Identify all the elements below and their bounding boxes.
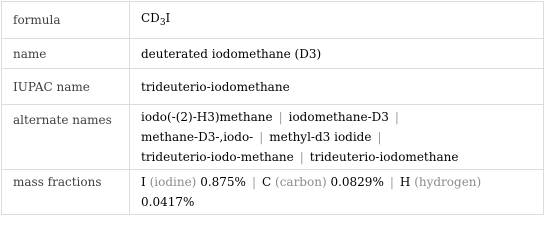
row-label-name: name [2, 39, 130, 69]
element-symbol: H [399, 175, 411, 189]
alternate-name: iodo(-(2)-H3)methane [141, 110, 273, 124]
alternate-name: trideuterio-iodomethane [309, 150, 459, 164]
separator: | [394, 110, 399, 124]
formula-suffix: I [165, 10, 171, 25]
formula-subscript: 3 [159, 17, 166, 28]
separator: | [389, 175, 394, 189]
separator: | [278, 110, 283, 124]
mass-fraction-value: 0.0417% [141, 195, 195, 209]
alternate-name: iodomethane-D3 [288, 110, 389, 124]
alternate-name: trideuterio-iodo-methane [141, 150, 294, 164]
table-row-mass-fractions [2, 170, 544, 215]
iupac-name-value: trideuterio-iodomethane [130, 69, 544, 105]
element-name: (carbon) [275, 175, 327, 189]
row-label-alternate-names: alternate names [2, 105, 130, 170]
mass-fraction-value: 0.875% [200, 175, 246, 189]
row-label-iupac-name: IUPAC name [2, 69, 130, 105]
separator: | [259, 130, 264, 144]
mass-fraction-value: 0.0829% [330, 175, 384, 189]
separator: | [299, 150, 304, 164]
element-symbol: I [141, 175, 146, 189]
separator: | [251, 175, 256, 189]
row-label-formula: formula [2, 2, 130, 39]
element-symbol: C [262, 175, 272, 189]
alternate-names-line-3 [141, 147, 535, 167]
element-name: (hydrogen) [414, 175, 482, 189]
mass-fractions-line-2 [141, 192, 535, 212]
formula-main: CD [141, 10, 160, 25]
element-name: (iodine) [149, 175, 197, 189]
properties-table [1, 1, 544, 215]
row-label-mass-fractions: mass fractions [2, 170, 130, 215]
mass-fractions-value [130, 170, 544, 215]
alternate-name: methyl-d3 iodide [269, 130, 372, 144]
mass-fractions-line-1 [141, 172, 535, 192]
alternate-names-value [130, 105, 544, 170]
alternate-names-line-1 [141, 107, 535, 127]
name-value: deuterated iodomethane (D3) [130, 39, 544, 69]
table-row-formula [2, 2, 544, 39]
table-row-iupac-name [2, 69, 544, 105]
alternate-name: methane-D3-,iodo- [141, 130, 254, 144]
formula-value [130, 2, 544, 39]
alternate-names-line-2 [141, 127, 535, 147]
table-row-alternate-names [2, 105, 544, 170]
separator: | [377, 130, 382, 144]
table-row-name [2, 39, 544, 69]
